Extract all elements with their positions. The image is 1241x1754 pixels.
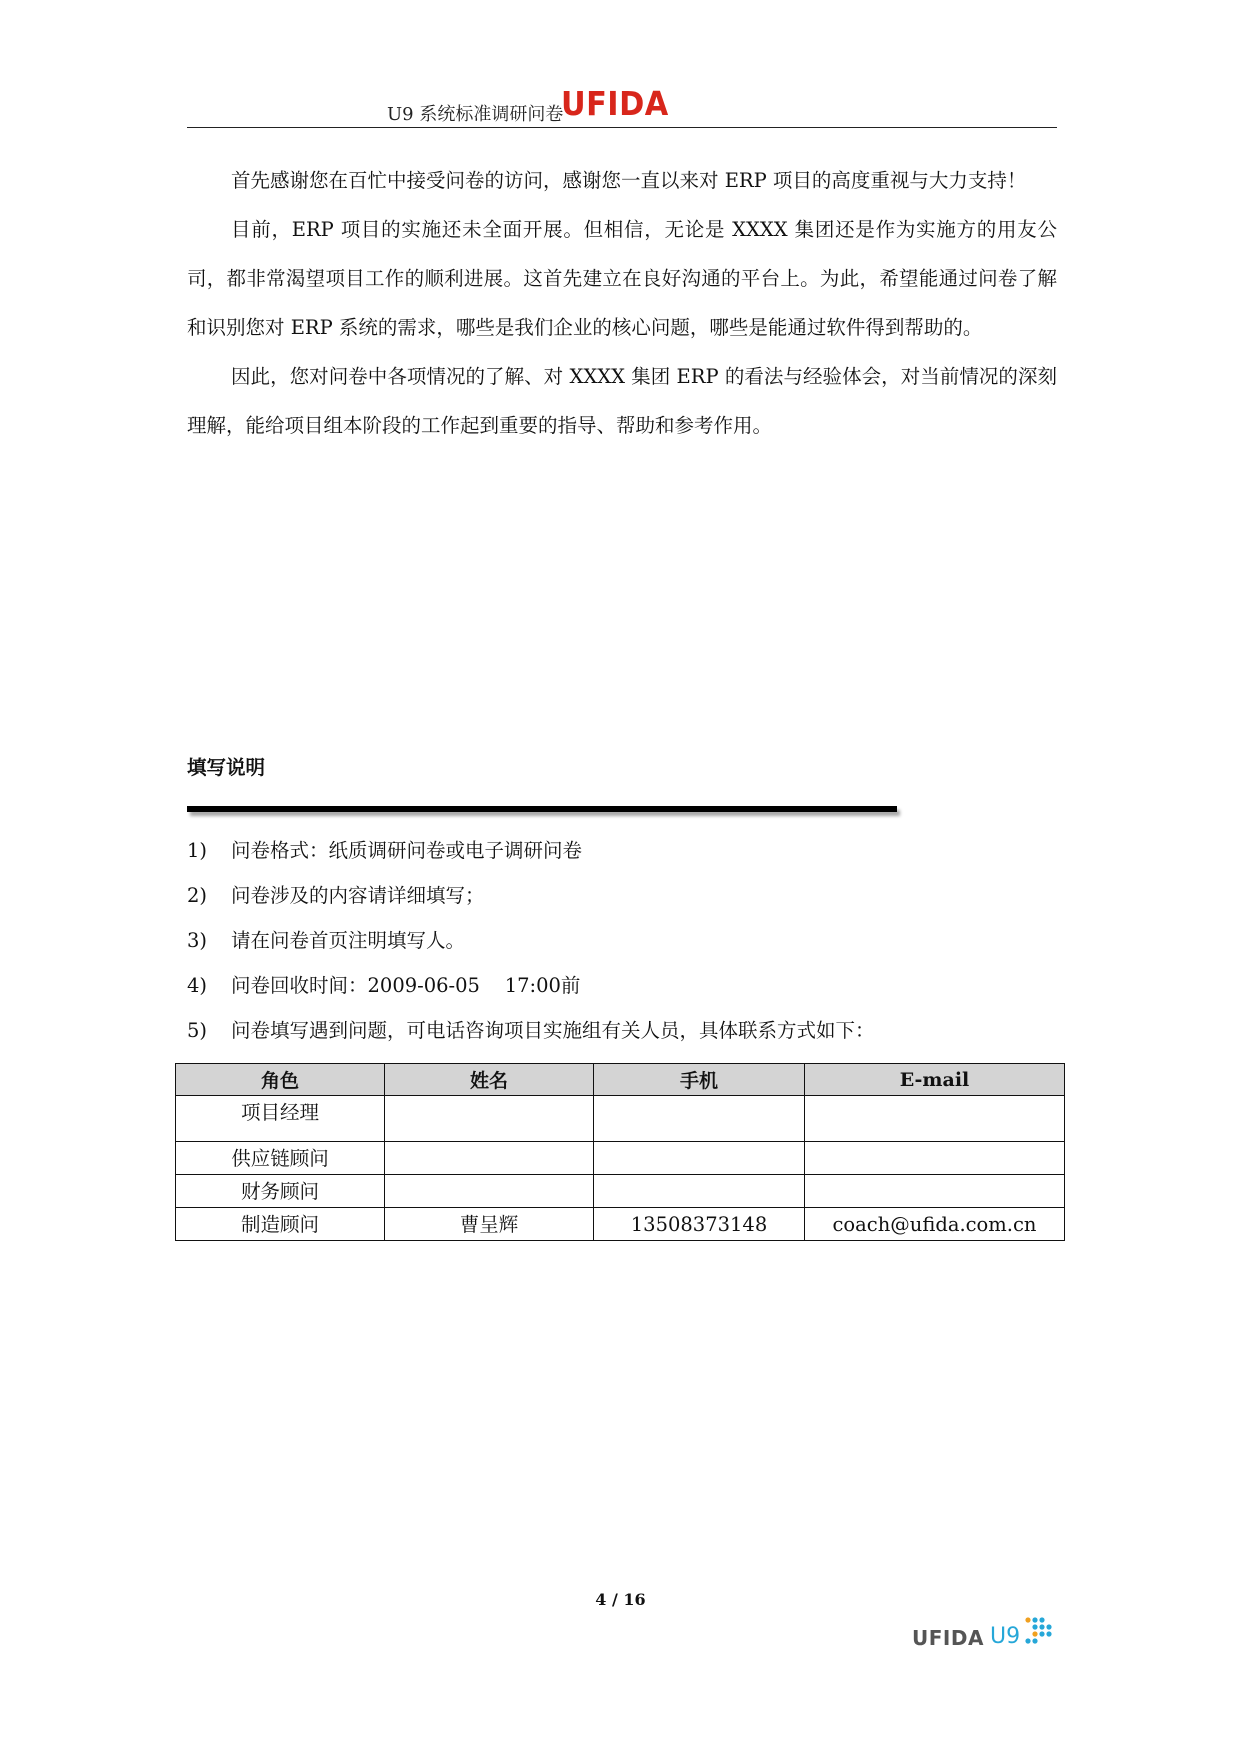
cell-role: 制造顾问 [176,1208,385,1241]
cell-email: coach@ufida.com.cn [805,1208,1065,1241]
cell-mobile [594,1096,805,1142]
column-header-role: 角色 [176,1064,385,1096]
instruction-number: 3) [187,929,208,952]
table-row [176,1142,1065,1175]
ufida-u9-logo [912,1616,1054,1656]
table-row [176,1096,1065,1142]
intro-paragraph: 目前，ERP 项目的实施还未全面开展。但相信，无论是 XXXX 集团还是作为实施方的用友公司，都非常渴望项目工作的顺利进展。这首先建立在良好沟通的平台上。为此，希望能通过问卷了解和识别您对 ERP 系统的需求，哪些是我们企业的核心问题，哪些是能通过软件得到帮助的。 [187,218,1057,339]
instruction-number: 5) [187,1019,208,1042]
instruction-text: 问卷涉及的内容请详细填写； [231,884,485,907]
section-divider [187,806,897,812]
cell-mobile: 13508373148 [594,1208,805,1241]
instruction-number: 1) [187,839,208,862]
page-header [187,80,1057,128]
instruction-text: 问卷回收时间：2009-06-05 17:00前 [231,974,581,997]
instruction-number: 2) [187,884,208,907]
instruction-text: 问卷格式：纸质调研问卷或电子调研问卷 [231,839,583,862]
cell-mobile [594,1175,805,1208]
intro-paragraph: 因此，您对问卷中各项情况的了解、对 XXXX 集团 ERP 的看法与经验体会，对当前情况的深刻理解，能给项目组本阶段的工作起到重要的指导、帮助和参考作用。 [187,365,1057,437]
cell-name: 曹呈辉 [385,1208,594,1241]
cell-mobile [594,1142,805,1175]
instruction-item [187,971,1067,1016]
column-header-mobile: 手机 [594,1064,805,1096]
document-title: U9 系统标准调研问卷 [387,104,564,125]
instruction-list [187,836,1067,1061]
instruction-text: 请在问卷首页注明填写人。 [231,929,466,952]
instruction-item [187,926,1067,971]
cell-role: 财务顾问 [176,1175,385,1208]
cell-role: 供应链顾问 [176,1142,385,1175]
intro-section [187,156,1057,450]
instruction-item [187,836,1067,881]
table-header-row [176,1064,1065,1096]
footer-logo-ufida: UFIDA [912,1626,984,1650]
cell-email [805,1096,1065,1142]
table-row [176,1208,1065,1241]
footer-logo-u9: U9 [990,1624,1021,1649]
dots-icon [1024,1616,1054,1650]
cell-email [805,1175,1065,1208]
cell-name [385,1096,594,1142]
page-number: 4 / 16 [595,1590,646,1609]
column-header-name: 姓名 [385,1064,594,1096]
cell-name [385,1175,594,1208]
cell-email [805,1142,1065,1175]
cell-role: 项目经理 [176,1096,385,1142]
ufida-logo: UFIDA [561,84,669,123]
instruction-number: 4) [187,974,208,997]
column-header-email: E-mail [805,1064,1065,1096]
instruction-text: 问卷填写遇到问题，可电话咨询项目实施组有关人员，具体联系方式如下： [231,1019,875,1042]
intro-paragraph: 首先感谢您在百忙中接受问卷的访问，感谢您一直以来对 ERP 项目的高度重视与大力支持！ [231,169,1027,192]
table-row [176,1175,1065,1208]
contact-table [175,1063,1065,1241]
instruction-item [187,1016,1067,1061]
section-title: 填写说明 [187,756,266,779]
cell-name [385,1142,594,1175]
instruction-item [187,881,1067,926]
